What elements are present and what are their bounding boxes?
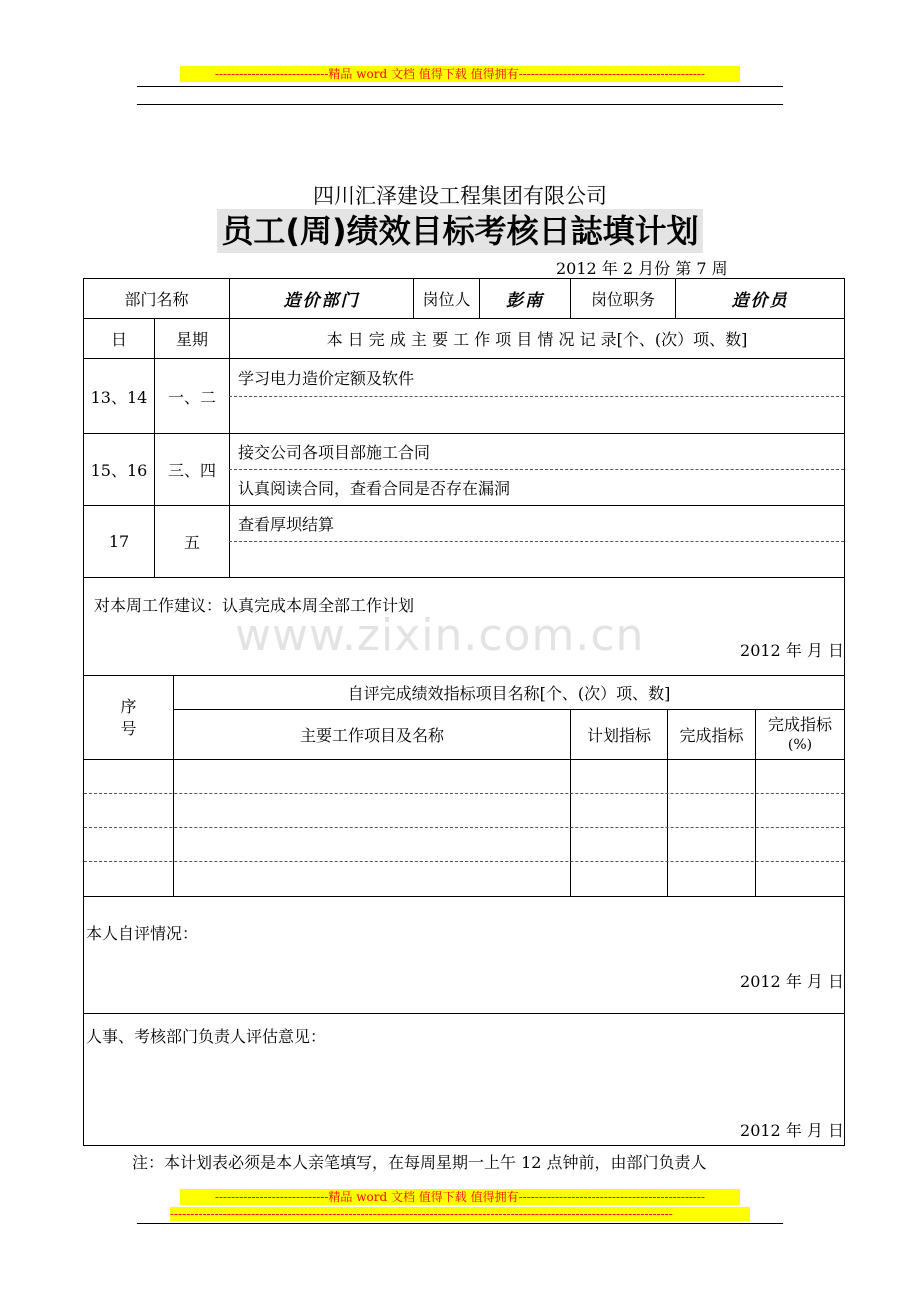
suggestion-text: 对本周工作建议：认真完成本周全部工作计划 <box>94 595 415 615</box>
row-line <box>84 896 844 897</box>
record-header: 本 日 完 成 主 要 工 作 项 目 情 况 记 录[个、(次）项、数] <box>326 330 748 349</box>
company-name: 四川汇泽建设工程集团有限公司 <box>313 184 607 208</box>
person-value: 彭南 <box>506 291 544 311</box>
header-rule-1 <box>137 86 783 87</box>
self-eval-date: 2012 年 月 日 <box>740 971 844 991</box>
header-banner: ----------------------------精品 word 文档 值得下载 值得拥有---------------------------------------------- <box>180 66 740 82</box>
position-value: 造价员 <box>731 291 789 311</box>
dashed-line <box>84 861 844 862</box>
seq-header: 序 号 <box>120 696 137 738</box>
hr-eval-label: 人事、考核部门负责人评估意见： <box>86 1026 327 1046</box>
row-line <box>84 759 844 760</box>
log-weekday: 三、四 <box>167 461 216 480</box>
watermark: www.zixin.com.cn <box>235 610 645 661</box>
page-title: 员工(周)绩效目标考核日誌填计划 <box>217 209 702 253</box>
weekday-header: 星期 <box>175 330 208 349</box>
hr-eval-date: 2012 年 月 日 <box>740 1120 844 1140</box>
eval-group-header: 自评完成绩效指标项目名称[个、(次）项、数] <box>347 684 671 703</box>
day-header: 日 <box>110 330 127 349</box>
col-item-header: 主要工作项目及名称 <box>299 726 444 745</box>
row-line <box>84 577 844 578</box>
log-weekday: 一、二 <box>167 387 216 407</box>
col-pct-line2: (%) <box>787 736 813 753</box>
title-wrap <box>0 209 920 253</box>
col-done-header: 完成指标 <box>679 726 744 745</box>
footer-rule <box>137 1223 783 1224</box>
footer-banner-dashes: ---------------------------------------------------------------------------------------------------------------------------- <box>170 1207 750 1221</box>
dept-label: 部门名称 <box>124 290 189 309</box>
dept-value: 造价部门 <box>283 291 360 311</box>
log-line: 接交公司各项目部施工合同 <box>238 443 431 462</box>
col-pct-header <box>756 710 844 759</box>
header-rule-2 <box>137 104 783 105</box>
log-line: 查看厚坝结算 <box>238 515 335 534</box>
footnote: 注：本计划表必须是本人亲笔填写，在每周星期一上午 12 点钟前，由部门负责人 <box>132 1153 707 1172</box>
log-weekday: 五 <box>183 533 200 552</box>
log-line: 认真阅读合同，查看合同是否存在漏洞 <box>238 479 511 498</box>
performance-form <box>83 278 845 1146</box>
suggestion-date: 2012 年 月 日 <box>740 640 844 660</box>
dashed-line <box>84 793 844 794</box>
col-pct-line1: 完成指标 <box>767 714 832 734</box>
log-line: 学习电力造价定额及软件 <box>238 369 415 388</box>
period-label: 2012 年 2 月份 第 7 周 <box>556 259 728 278</box>
log-day: 17 <box>108 532 130 551</box>
footer-banner: ----------------------------精品 word 文档 值得下载 值得拥有---------------------------------------------- <box>180 1189 740 1205</box>
row-line <box>84 1013 844 1014</box>
log-day: 15、16 <box>90 461 148 480</box>
log-line <box>238 397 838 433</box>
position-label: 岗位职务 <box>590 290 655 309</box>
col-plan-header: 计划指标 <box>586 726 651 745</box>
dashed-line <box>84 827 844 828</box>
self-eval-label: 本人自评情况： <box>86 923 199 943</box>
log-day: 13、14 <box>90 387 148 407</box>
log-line <box>238 542 838 577</box>
person-label: 岗位人 <box>422 290 471 309</box>
